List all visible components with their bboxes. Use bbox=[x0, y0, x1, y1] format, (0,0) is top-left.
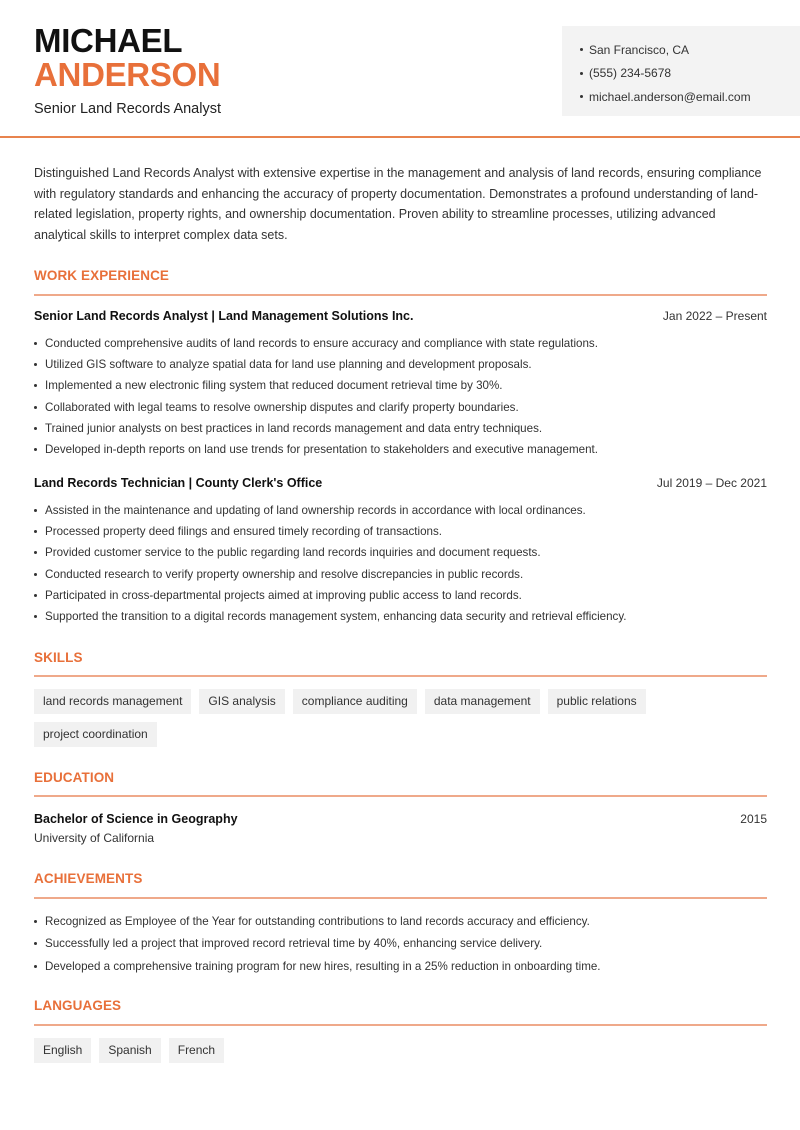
job-bullets bbox=[34, 500, 774, 627]
language-tags bbox=[34, 1038, 774, 1063]
first-name: MICHAEL bbox=[34, 22, 183, 59]
bullet-icon bbox=[34, 448, 37, 451]
list-item: Developed a comprehensive training program for new hires, resulting in a 25% reduction in onboarding time. bbox=[34, 955, 774, 978]
section-divider bbox=[34, 795, 767, 797]
skills-tags bbox=[34, 689, 774, 747]
list-item: Implemented a new electronic filing system that reduced document retrieval time by 30%. bbox=[34, 375, 774, 396]
skill-tag: data management bbox=[425, 689, 540, 714]
bullet-icon bbox=[580, 72, 583, 75]
section-title-achievements: ACHIEVEMENTS bbox=[34, 871, 143, 886]
bullet-icon bbox=[34, 406, 37, 409]
job-bullets bbox=[34, 333, 774, 460]
list-item: Processed property deed filings and ensured timely recording of transactions. bbox=[34, 521, 774, 542]
bullet-icon bbox=[580, 95, 583, 98]
skill-tag: GIS analysis bbox=[199, 689, 284, 714]
section-divider bbox=[34, 1024, 767, 1026]
list-item: Developed in-depth reports on land use trends for presentation to stakeholders and executive management. bbox=[34, 439, 774, 460]
section-divider bbox=[34, 897, 767, 899]
education-year: 2015 bbox=[740, 812, 767, 826]
job-dates: Jan 2022 – Present bbox=[662, 309, 767, 323]
section-title-skills: SKILLS bbox=[34, 650, 83, 665]
section-divider bbox=[34, 294, 767, 296]
section-title-education: EDUCATION bbox=[34, 770, 115, 785]
list-item: Provided customer service to the public regarding land records inquiries and document requests. bbox=[34, 542, 774, 563]
skill-tag: land records management bbox=[34, 689, 191, 714]
job-header bbox=[34, 476, 767, 490]
list-item: Collaborated with legal teams to resolve ownership disputes and clarify property boundaries. bbox=[34, 397, 774, 418]
bullet-icon bbox=[34, 363, 37, 366]
list-item: Assisted in the maintenance and updating of land ownership records in accordance with local ordinances. bbox=[34, 500, 774, 521]
education-degree: Bachelor of Science in Geography bbox=[34, 812, 238, 826]
contact-box bbox=[562, 26, 800, 116]
bullet-icon bbox=[34, 384, 37, 387]
resume-header bbox=[0, 0, 800, 138]
bullet-icon bbox=[34, 942, 37, 945]
education-header bbox=[34, 812, 767, 826]
bullet-icon bbox=[34, 551, 37, 554]
section-title-work-experience: WORK EXPERIENCE bbox=[34, 268, 170, 283]
list-item: Utilized GIS software to analyze spatial data for land use planning and development proposals. bbox=[34, 354, 774, 375]
job-role: Senior Land Records Analyst | Land Management Solutions Inc. bbox=[34, 309, 414, 323]
skill-tag: public relations bbox=[548, 689, 646, 714]
bullet-icon bbox=[34, 615, 37, 618]
bullet-icon bbox=[34, 427, 37, 430]
list-item: Successfully led a project that improved record retrieval time by 40%, enhancing service delivery. bbox=[34, 933, 774, 956]
contact-location: San Francisco, CA bbox=[580, 38, 800, 62]
section-divider bbox=[34, 675, 767, 677]
language-tag: French bbox=[169, 1038, 224, 1063]
job-dates: Jul 2019 – Dec 2021 bbox=[656, 476, 767, 490]
bullet-icon bbox=[34, 342, 37, 345]
list-item: Conducted comprehensive audits of land records to ensure accuracy and compliance with state regulations. bbox=[34, 333, 774, 354]
list-item: Recognized as Employee of the Year for outstanding contributions to land records accuracy and efficiency. bbox=[34, 910, 774, 933]
language-tag: English bbox=[34, 1038, 91, 1063]
skill-tag: compliance auditing bbox=[293, 689, 417, 714]
job-title: Senior Land Records Analyst bbox=[34, 101, 221, 117]
name-block bbox=[34, 24, 221, 117]
job-role: Land Records Technician | County Clerk's Office bbox=[34, 476, 323, 490]
professional-summary: Distinguished Land Records Analyst with extensive expertise in the management and analysis of land records, ensuring compliance with regulatory standards and enhancing the accuracy of property documentation. Demonstrates a profound understanding of land-related legislation, property rights, and ownership documentation. Proven ability to streamline processes, utilizing advanced analytical skills to interpret complex data sets. bbox=[34, 166, 762, 243]
bullet-icon bbox=[34, 965, 37, 968]
list-item: Supported the transition to a digital records management system, enhancing data security and retrieval efficiency. bbox=[34, 606, 774, 627]
list-item: Conducted research to verify property ownership and resolve discrepancies in public records. bbox=[34, 564, 774, 585]
job-header bbox=[34, 309, 767, 323]
contact-phone: (555) 234-5678 bbox=[580, 62, 800, 86]
bullet-icon bbox=[580, 48, 583, 51]
list-item: Trained junior analysts on best practices in land records management and data entry techniques. bbox=[34, 418, 774, 439]
last-name: ANDERSON bbox=[34, 56, 221, 93]
section-title-languages: LANGUAGES bbox=[34, 998, 122, 1013]
list-item: Participated in cross-departmental projects aimed at improving public access to land records. bbox=[34, 585, 774, 606]
bullet-icon bbox=[34, 573, 37, 576]
achievements-list bbox=[34, 910, 774, 978]
bullet-icon bbox=[34, 920, 37, 923]
bullet-icon bbox=[34, 509, 37, 512]
language-tag: Spanish bbox=[99, 1038, 160, 1063]
contact-email: michael.anderson@email.com bbox=[580, 85, 800, 109]
bullet-icon bbox=[34, 530, 37, 533]
education-school: University of California bbox=[34, 831, 155, 845]
bullet-icon bbox=[34, 594, 37, 597]
skill-tag: project coordination bbox=[34, 722, 157, 747]
